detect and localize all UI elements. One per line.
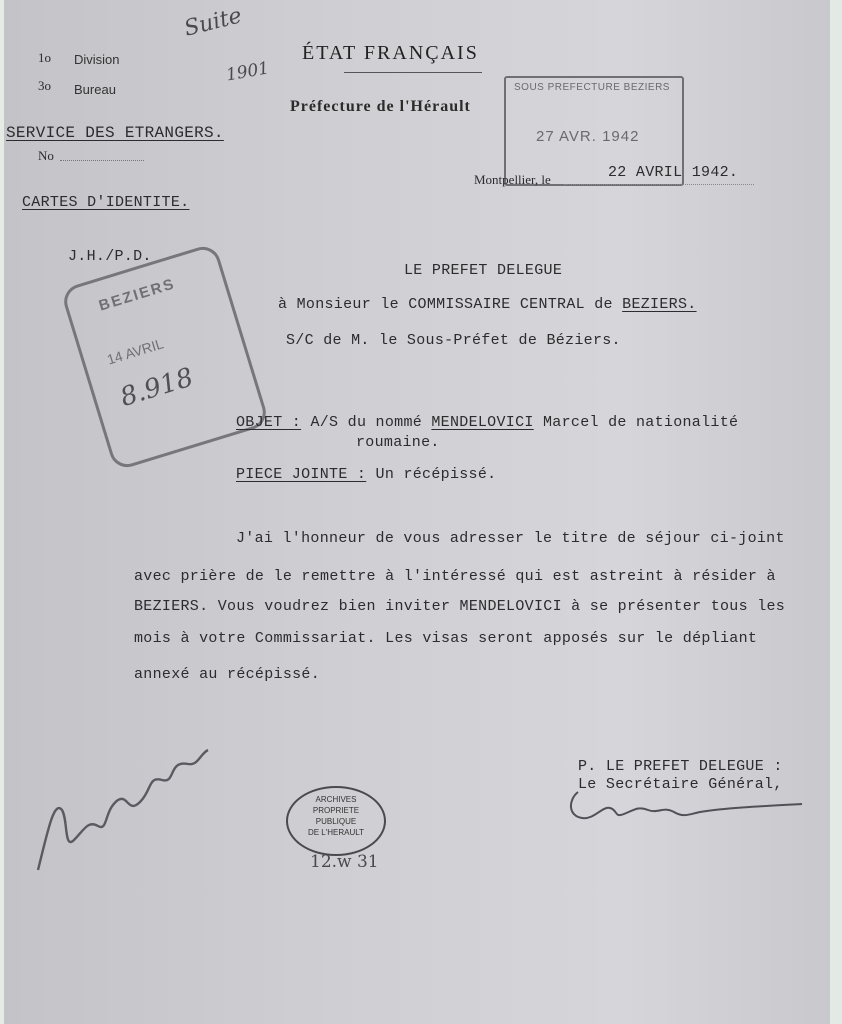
via-line: S/C de M. le Sous-Préfet de Béziers. [286,332,621,349]
archives-line-4: DE L'HERAULT [307,828,365,837]
marginal-scribble [28,740,218,880]
background-edge [830,0,842,1024]
handwritten-signature [564,782,814,828]
stamp-header: SOUS PREFECTURE BEZIERS [514,82,670,93]
reference: J.H./P.D. [68,248,152,265]
title-rule [344,72,482,73]
stamp-date: 27 AVR. 1942 [536,128,640,145]
objet-suffix: Marcel de nationalité [533,414,739,431]
archives-line-3: PUBLIQUE [315,817,357,826]
date-line [564,184,754,185]
objet-label: OBJET : [236,414,302,431]
bureau-number: 3o [38,78,51,93]
piece-jointe-line [236,466,496,483]
round-stamp-date: 14 AVRIL [105,335,166,368]
body-line-1: J'ai l'honneur de vous adresser le titre de séjour ci-joint [236,530,785,547]
division-label: Division [74,52,120,67]
letter-date: 22 AVRIL 1942. [608,164,739,181]
place-label: Montpellier, le [474,172,551,187]
body-line-2: avec prière de le remettre à l'intéressé qui est astreint à résider à [134,568,776,585]
archives-line-1: ARCHIVES [315,795,357,804]
archive-reference: 12.w 31 [310,852,379,872]
round-stamp-city: BEZIERS [96,275,178,315]
document-page [4,0,830,1024]
body-line-5: annexé au récépissé. [134,666,321,683]
recipient-line [278,296,697,313]
numero-line [60,160,144,161]
reception-stamp [60,242,270,471]
recipient-prefix: à Monsieur le COMMISSAIRE CENTRAL de [278,296,623,313]
piece-jointe-label: PIECE JOINTE : [236,466,367,483]
sender: LE PREFET DELEGUE [404,262,563,279]
cartes-title: CARTES D'IDENTITE. [22,194,190,211]
bureau-label: Bureau [74,82,116,97]
objet-name: MENDELOVICI [431,414,534,431]
handwritten-suite: Suite [181,3,245,42]
piece-jointe-text: Un récépissé. [375,466,497,483]
objet-line [236,414,738,431]
archives-line-2: PROPRIETE [312,806,360,815]
division-number: 1o [38,50,51,65]
letterhead-subtitle: Préfecture de l'Hérault [290,98,471,115]
body-line-4: mois à votre Commissariat. Les visas seront apposés sur le dépliant [134,630,758,647]
signature-line-1: P. LE PREFET DELEGUE : [578,758,783,775]
letterhead-title: ÉTAT FRANÇAIS [302,42,479,64]
signature-line-2: Le Secrétaire Général, [578,776,783,793]
numero-label: No [38,148,54,163]
round-stamp-number: 8.918 [116,362,197,413]
service-title: SERVICE DES ETRANGERS. [6,124,224,142]
recipient-city: BEZIERS. [622,296,697,313]
archives-stamp [286,786,386,856]
objet-prefix: A/S du nommé [310,414,432,431]
handwritten-number: 1901 [224,58,271,86]
body-line-3: BEZIERS. Vous voudrez bien inviter MENDELOVICI à se présenter tous les [134,598,786,615]
objet-line2: roumaine. [356,434,440,451]
